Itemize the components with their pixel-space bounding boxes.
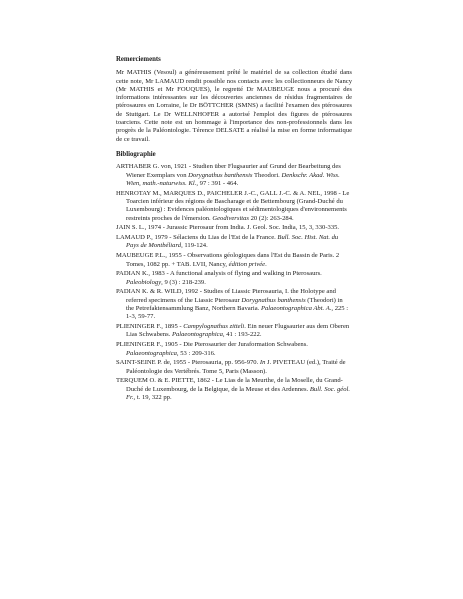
reference-text: 20 (2): 263-284. bbox=[248, 214, 294, 222]
reference-italic: Palaeontographica Abt. A. bbox=[260, 305, 332, 313]
reference-text: SAINT-SEINE P. de, 1955 - Pterosauria, pp. 956-970. bbox=[116, 359, 260, 367]
page-content bbox=[116, 56, 352, 404]
acknowledgements-heading: Remerciements bbox=[116, 56, 161, 63]
acknowledgements-text: Mr MATHIS (Vesoul) a généreusement prêté le matériel de sa collection étudié dans cette note, Mr LAMAUD rendit possible nos contacts avec les collectionneurs de Nancy (Mr MATHIS et Mr FOUQUES), le regretté Dr MAUBEUGE nous a procuré des informations intéressantes sur les découvertes anciennes de résidus fragmentaires de ptérosaures en Lorraine, le Dr BÖTTCHER (SMNS) a facilité l'examen des ptérosaures de Stuttgart. Le Dr WELLNHOFER a autorisé l'emploi des figures de ptérosaures toarciens. Cette note est un hommage à l'importance des non-professionnels dans les progrès de la Paléontologie. Térence DELSATE a réalisé la mise en forme informatique de ce travail. bbox=[116, 69, 352, 143]
reference-italic: Dorygnathus banthensis bbox=[188, 171, 253, 179]
reference-item bbox=[116, 224, 352, 232]
reference-item bbox=[116, 341, 352, 358]
bibliography-heading: Bibliographie bbox=[116, 150, 156, 158]
reference-text: , 97 : 391 - 464. bbox=[196, 179, 239, 187]
reference-item bbox=[116, 288, 352, 321]
reference-text: PLIENINGER F., 1895 - bbox=[116, 323, 184, 331]
reference-text: Theodori. bbox=[252, 171, 282, 179]
reference-italic: Bull. Soc. géol. Fr. bbox=[126, 385, 351, 401]
reference-item bbox=[116, 323, 352, 340]
reference-item bbox=[116, 252, 352, 269]
reference-text: , 41 : 193-222. bbox=[222, 331, 262, 339]
reference-italic: Palaeontographica bbox=[171, 331, 223, 339]
reference-text: , 53 : 209-316. bbox=[176, 349, 216, 357]
reference-item bbox=[116, 359, 352, 376]
reference-text: , 225 : 1-3, 59-77. bbox=[126, 305, 349, 321]
reference-text: LAMAUD P., 1979 - Sélaciens du Lias de l'Est de la France. bbox=[116, 234, 278, 242]
reference-item bbox=[116, 163, 352, 188]
reference-italic: Paleobiology bbox=[126, 278, 162, 286]
reference-italic: édition privée bbox=[228, 260, 266, 268]
reference-text: HENROTAY M., MARQUES D., PAICHELER J.-C., GALL J.-C. & A. NEL, 1998 - Le Toarcien inférieur des régions de Bascharage et de Bettembourg (Grand-Duché du Luxembourg) : Evidences paléontologiques et sédimentologiques d'environnements restreints proches de l'émersion. bbox=[116, 189, 350, 222]
reference-item bbox=[116, 234, 352, 251]
reference-text: . Ein neuer Flugsaurier aus dem Oberen Lias Schwabens. bbox=[126, 323, 350, 339]
reference-text: J. PIVETEAU (ed.), Traité de Paléontologie des Vertébrés. Tome 5, Paris (Masson). bbox=[126, 359, 346, 375]
reference-text: . bbox=[265, 260, 267, 268]
reference-item bbox=[116, 377, 352, 402]
reference-text: MAUBEUGE P.L., 1955 - Observations géologiques dans l'Est du Bassin de Paris. 2 Tomes, 1082 pp. + TAB. LVII, Nancy, bbox=[116, 252, 340, 268]
reference-italic: Bull. Soc. Hist. Nat. du Pays de Montbéliard bbox=[126, 234, 339, 250]
reference-italic: Campylognathus zitteli bbox=[183, 323, 245, 331]
reference-text: , 9 (3) : 218-239. bbox=[161, 278, 206, 286]
reference-list bbox=[116, 163, 352, 402]
reference-text: PLIENINGER F., 1905 - Die Pterosaurier der Juraformation Schwabens. bbox=[116, 341, 308, 349]
reference-text: , 119-124. bbox=[181, 242, 208, 250]
reference-text: TERQUEM O. & E. PIETTE, 1862 - Le Lias de la Meurthe, de la Moselle, du Grand-Duché de Luxembourg, de la Belgique, de la Meuse et des Ardennes. bbox=[116, 377, 343, 393]
reference-text: PADIAN K. & R. WILD, 1992 - Studies of Liassic Pterosauria, I. the Holotype and referred specimens of the Liassic Pterosaur bbox=[116, 288, 336, 304]
reference-italic: Denkschr. Akad. Wiss. Wien, math.-naturwiss. Kl. bbox=[126, 171, 340, 187]
reference-italic: Dorygnathus banthensis bbox=[241, 296, 306, 304]
reference-text: PADIAN K., 1983 - A functional analysis of flying and walking in Pterosaurs. bbox=[116, 270, 322, 278]
reference-text: , t. 19, 322 pp. bbox=[133, 393, 172, 401]
reference-text: (Theodori) in the Petrefaktensammlung Banz, Northern Bavaria. bbox=[126, 296, 343, 313]
reference-item bbox=[116, 270, 352, 287]
reference-italic: In bbox=[259, 359, 266, 367]
reference-text: JAIN S. L., 1974 - Jurassic Pterosaur from India. J. Geol. Soc. India, 15, 3, 330-335. bbox=[116, 224, 340, 232]
reference-italic: Palaeontographica bbox=[126, 349, 177, 357]
reference-item bbox=[116, 190, 352, 223]
reference-text: ARTHABER G. von, 1921 - Studien über Flugsaurier auf Grund der Bearbeitung des Wiener Exemplars von bbox=[116, 163, 341, 179]
reference-italic: Geodiversitas bbox=[212, 214, 249, 222]
